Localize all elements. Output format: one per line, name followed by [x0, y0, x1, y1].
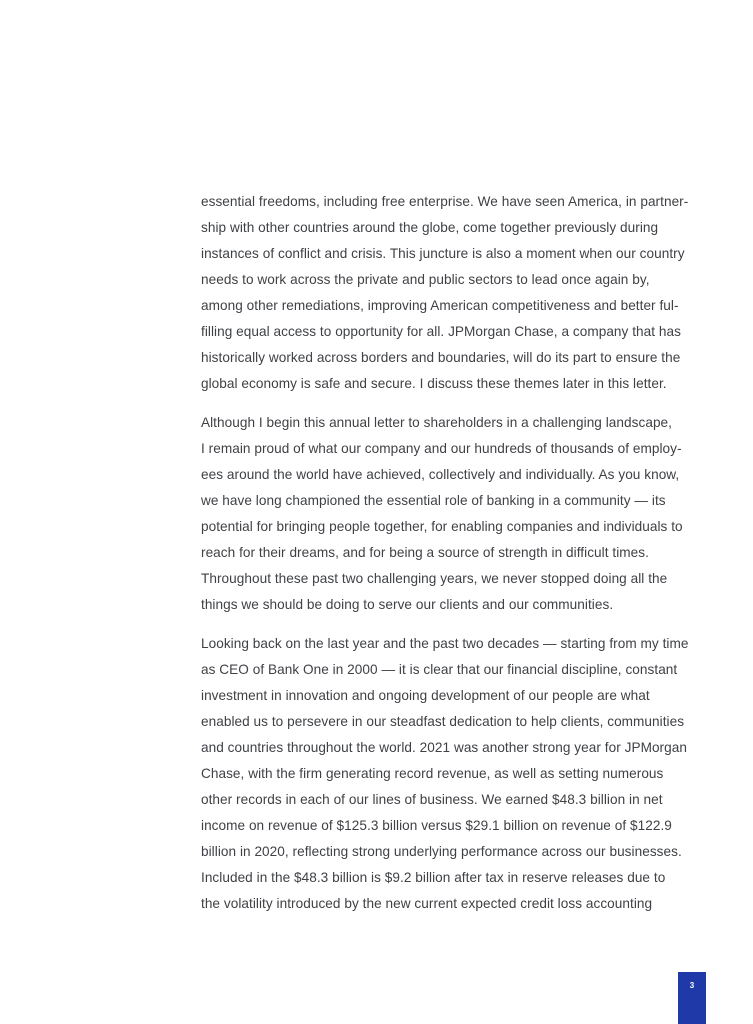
- text-line: things we should be doing to serve our clients and our communities.: [201, 597, 614, 612]
- text-line: billion in 2020, reflecting strong underlying performance across our businesses.: [201, 844, 682, 859]
- text-line: among other remediations, improving American competitiveness and better ful-: [201, 298, 679, 313]
- paragraph-essential-freedoms: [201, 189, 711, 397]
- text-line: filling equal access to opportunity for all. JPMorgan Chase, a company that has: [201, 324, 681, 339]
- text-line: potential for bringing people together, for enabling companies and individuals to: [201, 519, 683, 534]
- text-line: ees around the world have achieved, collectively and individually. As you know,: [201, 467, 680, 482]
- text-line: enabled us to persevere in our steadfast dedication to help clients, communities: [201, 714, 685, 729]
- page-number-tab: [678, 972, 706, 1024]
- text-line: as CEO of Bank One in 2000 — it is clear that our financial discipline, constant: [201, 662, 678, 677]
- text-line: we have long championed the essential role of banking in a community — its: [201, 493, 666, 508]
- text-line: Although I begin this annual letter to shareholders in a challenging landscape,: [201, 415, 672, 430]
- paragraph-proud-of-company: [201, 410, 711, 618]
- text-line: historically worked across borders and boundaries, will do its part to ensure the: [201, 350, 681, 365]
- text-line: income on revenue of $125.3 billion versus $29.1 billion on revenue of $122.9: [201, 818, 672, 833]
- text-line: investment in innovation and ongoing development of our people are what: [201, 688, 650, 703]
- text-line: the volatility introduced by the new current expected credit loss accounting: [201, 896, 653, 911]
- text-line: Looking back on the last year and the past two decades — starting from my time: [201, 636, 689, 651]
- text-line: global economy is safe and secure. I discuss these themes later in this letter.: [201, 376, 667, 391]
- letter-body: [201, 189, 711, 930]
- text-line: other records in each of our lines of business. We earned $48.3 billion in net: [201, 792, 663, 807]
- text-line: I remain proud of what our company and our hundreds of thousands of employ-: [201, 441, 682, 456]
- text-line: reach for their dreams, and for being a source of strength in difficult times.: [201, 545, 649, 560]
- text-line: needs to work across the private and public sectors to lead once again by,: [201, 272, 650, 287]
- text-line: Included in the $48.3 billion is $9.2 billion after tax in reserve releases due to: [201, 870, 666, 885]
- text-line: and countries throughout the world. 2021 was another strong year for JPMorgan: [201, 740, 687, 755]
- text-line: essential freedoms, including free enterprise. We have seen America, in partner-: [201, 194, 689, 209]
- page-number: 3: [689, 981, 695, 990]
- paragraph-looking-back: [201, 631, 711, 917]
- text-line: instances of conflict and crisis. This juncture is also a moment when our country: [201, 246, 685, 261]
- text-line: Throughout these past two challenging years, we never stopped doing all the: [201, 571, 668, 586]
- text-line: Chase, with the firm generating record revenue, as well as setting numerous: [201, 766, 664, 781]
- text-line: ship with other countries around the globe, come together previously during: [201, 220, 659, 235]
